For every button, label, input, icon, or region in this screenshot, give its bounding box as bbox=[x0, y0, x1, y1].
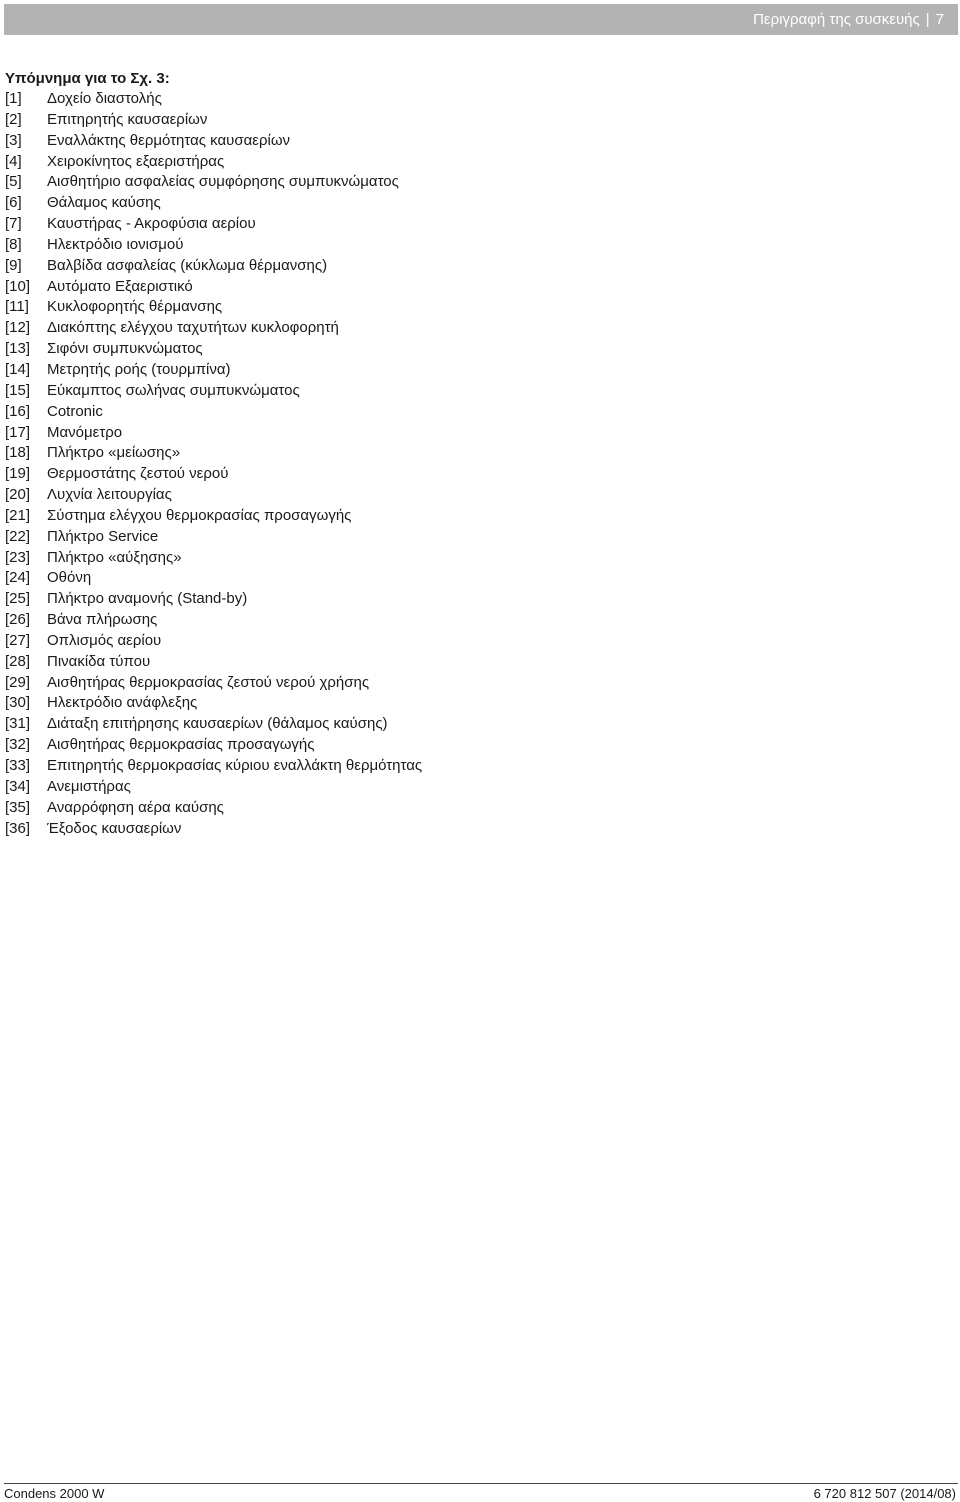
legend-item-number: [28] bbox=[5, 652, 31, 670]
legend-item bbox=[5, 589, 705, 610]
legend-item-text: Πλήκτρο αναμονής (Stand-by) bbox=[47, 590, 248, 608]
legend-item-text: Cotronic bbox=[47, 402, 103, 420]
legend-item bbox=[5, 714, 705, 735]
legend-item-number: [6] bbox=[5, 194, 22, 212]
legend-item-number: [7] bbox=[5, 215, 22, 233]
legend-item-text: Αναρρόφηση αέρα καύσης bbox=[47, 798, 224, 816]
legend-item-number: [22] bbox=[5, 527, 31, 545]
legend-item-text: Θάλαμος καύσης bbox=[47, 194, 161, 212]
legend-item bbox=[5, 798, 705, 819]
legend-item bbox=[5, 527, 705, 548]
legend-item-number: [12] bbox=[5, 319, 31, 337]
legend-item-text: Ανεμιστήρας bbox=[47, 777, 131, 795]
legend-item-text: Επιτηρητής καυσαερίων bbox=[47, 110, 208, 128]
legend-item-text: Μανόμετρο bbox=[47, 423, 123, 441]
legend-item-text: Εύκαμπτος σωλήνας συμπυκνώματος bbox=[47, 381, 300, 399]
legend-item bbox=[5, 652, 705, 673]
footer-divider bbox=[4, 1483, 958, 1484]
legend-item bbox=[5, 277, 705, 298]
legend-item-number: [17] bbox=[5, 423, 31, 441]
legend-item-text: Θερμοστάτης ζεστού νερού bbox=[47, 465, 229, 483]
legend-item-text: Σύστημα ελέγχου θερμοκρασίας προσαγωγής bbox=[47, 506, 352, 524]
legend-item bbox=[5, 318, 705, 339]
legend-item-text: Εναλλάκτης θερμότητας καυσαερίων bbox=[47, 131, 291, 149]
legend-item-number: [26] bbox=[5, 611, 31, 629]
legend-title: Υπόμνημα για το Σχ. 3: bbox=[5, 70, 170, 87]
section-title: Περιγραφή της συσκευής bbox=[753, 11, 920, 28]
legend-item bbox=[5, 756, 705, 777]
legend-item-text: Βάνα πλήρωσης bbox=[47, 611, 158, 629]
page-number: 7 bbox=[935, 11, 944, 28]
legend-item bbox=[5, 631, 705, 652]
legend-item-text: Βαλβίδα ασφαλείας (κύκλωμα θέρμανσης) bbox=[47, 256, 328, 274]
legend-item bbox=[5, 214, 705, 235]
legend-item-text: Διακόπτης ελέγχου ταχυτήτων κυκλοφορητή bbox=[47, 319, 339, 337]
legend-item-text: Πλήκτρο «μείωσης» bbox=[47, 444, 181, 462]
legend-item-text: Καυστήρας - Ακροφύσια αερίου bbox=[47, 215, 256, 233]
legend-item-number: [15] bbox=[5, 381, 31, 399]
legend-item-number: [35] bbox=[5, 798, 31, 816]
legend-item-text: Λυχνία λειτουργίας bbox=[47, 486, 172, 504]
legend-item-number: [34] bbox=[5, 777, 31, 795]
legend-list bbox=[5, 89, 705, 839]
legend-item-number: [14] bbox=[5, 360, 31, 378]
legend-item bbox=[5, 610, 705, 631]
legend-item-text: Πλήκτρο «αύξησης» bbox=[47, 548, 182, 566]
legend-item-number: [2] bbox=[5, 110, 22, 128]
legend-item-text: Χειροκίνητος εξαεριστήρας bbox=[47, 152, 225, 170]
legend-item-number: [33] bbox=[5, 757, 31, 774]
legend-item bbox=[5, 256, 705, 277]
legend-item bbox=[5, 568, 705, 589]
legend-item bbox=[5, 339, 705, 360]
legend-item-text: Ηλεκτρόδιο ανάφλεξης bbox=[47, 694, 198, 712]
legend-item-number: [25] bbox=[5, 590, 31, 608]
legend-item-text: Αισθητήρας θερμοκρασίας ζεστού νερού χρήσης bbox=[47, 673, 370, 691]
legend-item bbox=[5, 381, 705, 402]
legend-item bbox=[5, 235, 705, 256]
footer-doc-number: 6 720 812 507 (2014/08) bbox=[813, 1486, 956, 1501]
legend-section bbox=[5, 68, 705, 839]
legend-item-number: [27] bbox=[5, 631, 31, 649]
legend-item bbox=[5, 693, 705, 714]
header-separator: | bbox=[925, 11, 930, 28]
legend-item-number: [11] bbox=[5, 298, 29, 316]
legend-item-text: Οπλισμός αερίου bbox=[47, 631, 162, 649]
legend-item-text: Μετρητής ροής (τουρμπίνα) bbox=[47, 360, 231, 378]
legend-item bbox=[5, 172, 705, 193]
legend-item bbox=[5, 110, 705, 131]
legend-item bbox=[5, 423, 705, 444]
legend-item-text: Επιτηρητής θερμοκρασίας κύριου εναλλάκτη θερμότητας bbox=[47, 757, 423, 774]
legend-item-number: [16] bbox=[5, 402, 31, 420]
legend-item bbox=[5, 360, 705, 381]
legend-item-number: [29] bbox=[5, 673, 31, 691]
legend-item-number: [32] bbox=[5, 736, 31, 754]
legend-item bbox=[5, 506, 705, 527]
legend-item-text: Σιφόνι συμπυκνώματος bbox=[47, 340, 203, 358]
legend-item-number: [31] bbox=[5, 715, 31, 733]
legend-item-text: Πινακίδα τύπου bbox=[47, 652, 151, 670]
legend-item-number: [23] bbox=[5, 548, 31, 566]
legend-item-number: [36] bbox=[5, 819, 31, 837]
legend-item-text: Αυτόματο Εξαεριστικό bbox=[47, 277, 193, 295]
legend-item-number: [10] bbox=[5, 277, 31, 295]
legend-item bbox=[5, 673, 705, 694]
legend-item bbox=[5, 548, 705, 569]
legend-item bbox=[5, 131, 705, 152]
page-header-bar bbox=[4, 4, 958, 35]
legend-item bbox=[5, 402, 705, 423]
footer-product: Condens 2000 W bbox=[4, 1486, 105, 1501]
legend-item-text: Οθόνη bbox=[47, 569, 92, 587]
legend-item bbox=[5, 443, 705, 464]
legend-item-text: Κυκλοφορητής θέρμανσης bbox=[47, 298, 223, 316]
legend-item-number: [3] bbox=[5, 131, 22, 149]
legend-item bbox=[5, 89, 705, 110]
legend-item-text: Ηλεκτρόδιο ιονισμού bbox=[47, 235, 184, 253]
legend-item-text: Αισθητήρας θερμοκρασίας προσαγωγής bbox=[47, 736, 315, 754]
legend-item-text: Διάταξη επιτήρησης καυσαερίων (θάλαμος καύσης) bbox=[47, 715, 388, 733]
legend-item-number: [5] bbox=[5, 173, 22, 191]
legend-item-text: Έξοδος καυσαερίων bbox=[47, 819, 182, 837]
legend-item-text: Δοχείο διαστολής bbox=[47, 90, 162, 107]
legend-item-number: [8] bbox=[5, 235, 22, 253]
legend-item-number: [13] bbox=[5, 340, 31, 358]
legend-item-number: [19] bbox=[5, 465, 31, 483]
legend-item-text: Αισθητήριο ασφαλείας συμφόρησης συμπυκνώματος bbox=[47, 173, 399, 191]
legend-item bbox=[5, 777, 705, 798]
legend-item-text: Πλήκτρο Service bbox=[47, 527, 159, 545]
legend-item-number: [20] bbox=[5, 486, 31, 504]
legend-item bbox=[5, 819, 705, 840]
legend-item bbox=[5, 193, 705, 214]
legend-item-number: [9] bbox=[5, 256, 22, 274]
legend-item-number: [30] bbox=[5, 694, 31, 712]
legend-item bbox=[5, 297, 705, 318]
legend-item-number: [24] bbox=[5, 569, 31, 587]
legend-item-number: [18] bbox=[5, 444, 31, 462]
legend-item-number: [21] bbox=[5, 506, 31, 524]
legend-item-number: [1] bbox=[5, 90, 22, 107]
legend-item bbox=[5, 485, 705, 506]
legend-item-number: [4] bbox=[5, 152, 22, 170]
legend-item bbox=[5, 735, 705, 756]
legend-item bbox=[5, 152, 705, 173]
legend-item bbox=[5, 464, 705, 485]
